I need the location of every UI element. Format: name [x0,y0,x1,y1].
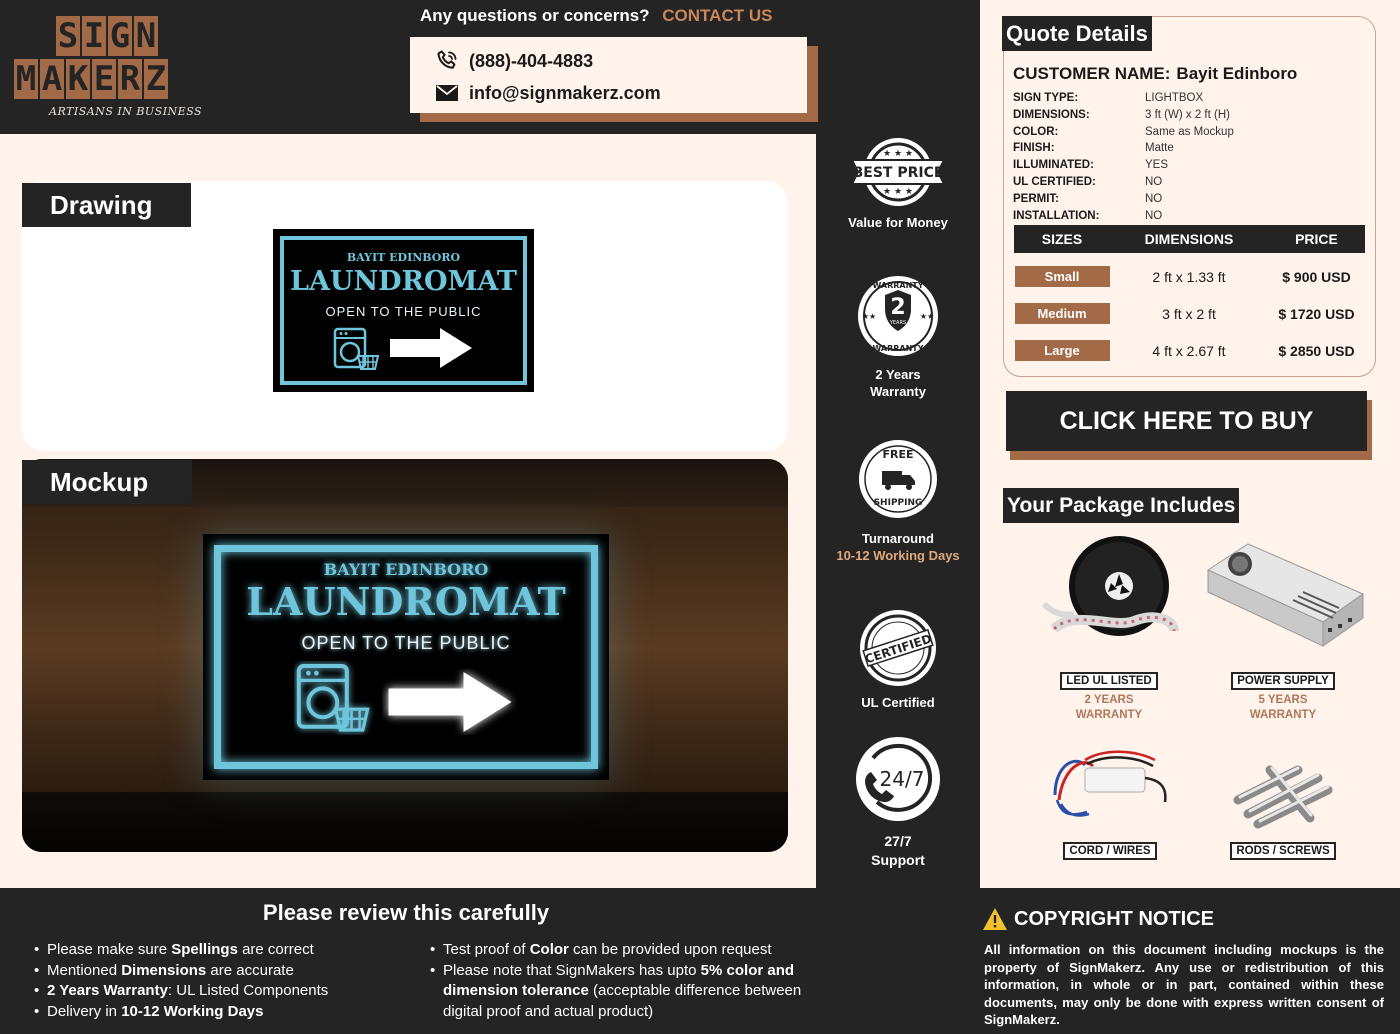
shipping-ring-bottom: SHIPPING [873,498,923,508]
sign-business-name: BAYIT EDINBORO [346,251,461,264]
certified-icon [858,608,938,688]
spec-value: NO [1145,209,1163,222]
mockup-tab: Mockup [22,460,192,504]
envelope-icon [435,81,459,105]
logo-row-sign [14,16,214,56]
copyright-text: All information on this document including mockups is the property of SignMakerz. Any use or redistribution of this information, in whole or in part, contained within these documents, may only be done with express written consent of SignMakerz. [984,942,1384,1028]
badge-label-line: Turnaround [862,531,934,546]
spec-key: COLOR: [1013,125,1059,138]
logo-letter: M [15,59,37,99]
warranty-line: WARRANTY [1075,709,1143,721]
svg-text:★★: ★★ [861,312,877,321]
logo-letter: N [135,16,157,56]
spec-key: SIGN TYPE: [1013,92,1079,104]
spec-key: DIMENSIONS: [1013,108,1090,121]
mockup-floor [22,792,788,852]
price-cell: $ 2850 USD [1278,342,1355,359]
review-title: Please review this carefully [262,900,550,925]
warranty-ring-top: WARRANTY [872,281,924,290]
sign-business-name: BAYIT EDINBORO [323,560,489,579]
logo-letter: R [119,59,141,99]
spec-value: NO [1145,175,1163,188]
rods-screws-icon [1218,740,1348,832]
badge-support [816,736,980,870]
badge-free-shipping [816,438,980,564]
best-price-icon [850,134,946,214]
certified-stamp-text: CERTIFIED [863,631,934,667]
spec-row [1013,157,1373,174]
support-24-7-icon [855,736,941,822]
support-glyph: 24/7 [879,767,925,791]
price-row[interactable] [1014,332,1365,369]
dimensions-cell: 3 ft x 2 ft [1162,305,1216,322]
phone-icon [435,49,459,73]
spec-key: PERMIT: [1013,192,1059,205]
warning-icon [982,907,1008,931]
package-item-cord [1015,740,1205,860]
sign-headline: LAUNDROMAT [246,579,566,624]
signmakerz-logo[interactable] [14,16,214,118]
price-table [1014,225,1365,369]
package-title: Your Package Includes [1003,488,1239,523]
warranty-number: 2 [890,295,906,320]
badge-label-line: Support [871,852,925,868]
dimensions-cell: 2 ft x 1.33 ft [1152,268,1226,285]
arrow-right-icon [388,326,474,370]
package-item-rods [1188,740,1378,860]
mockup-sign [203,534,609,780]
drawing-tab: Drawing [22,183,191,227]
spec-row [1013,191,1373,208]
price-cell: $ 900 USD [1282,268,1351,285]
spec-row [1013,208,1373,225]
header [0,0,980,134]
svg-text:★ ★ ★: ★ ★ ★ [883,187,913,197]
copyright-title [982,907,1214,931]
shipping-ring-top: FREE [882,448,914,461]
svg-text:★★: ★★ [919,312,935,321]
size-cell [1014,266,1110,287]
size-cell [1014,303,1110,324]
sign-headline: LAUNDROMAT [290,266,517,297]
size-chip: Small [1015,266,1110,287]
warranty-line: 5 YEARS [1258,694,1308,706]
package-item-led [1014,534,1204,723]
spec-row [1013,90,1373,107]
badge-label-line: 27/7 [884,833,912,849]
email-address: info@signmakerz.com [469,82,661,103]
warranty-ring-bottom: WARRANTY [872,344,924,353]
badge-label [816,530,980,564]
power-supply-icon [1198,540,1368,664]
cord-wires-icon [1045,740,1175,832]
size-chip: Medium [1015,303,1110,324]
size-cell [1014,340,1110,361]
customer-name-label: CUSTOMER NAME: [1013,64,1171,83]
quote-details-title: Quote Details [1002,16,1152,51]
badge-label: Value for Money [848,215,948,230]
warranty-line: WARRANTY [1249,709,1317,721]
package-item-warranty [1014,693,1204,723]
warranty-icon [853,274,943,358]
free-shipping-icon [857,438,939,520]
spec-row [1013,174,1373,191]
review-item: • Test proof of Color can be provided upon request [430,940,822,961]
review-item: • 2 Years Warranty: UL Listed Components [34,981,414,1002]
warranty-line: 2 YEARS [1084,694,1134,706]
badge-label [816,832,980,870]
badges-column [816,134,980,888]
spec-list [1013,90,1373,224]
package-item-name: LED UL LISTED [1060,672,1157,690]
spec-row [1013,140,1373,157]
copyright-title-text: COPYRIGHT NOTICE [1014,907,1215,930]
logo-row-makerz [14,59,214,99]
logo-letter: S [57,16,79,56]
price-cell: $ 1720 USD [1278,305,1355,322]
review-list-left [34,940,414,1022]
email-row[interactable] [435,77,807,109]
spec-key: FINISH: [1013,142,1055,155]
package-item-name: POWER SUPPLY [1231,672,1335,690]
phone-row[interactable] [435,45,807,77]
spec-value: YES [1145,159,1169,172]
sign-subline: OPEN TO THE PUBLIC [325,304,482,319]
spec-value: NO [1145,192,1163,205]
logo-letter: Z [145,59,167,99]
questions-text: Any questions or concerns? [420,6,650,25]
logo-letter: I [83,16,105,56]
proof-area [0,134,816,888]
drawing-sign [273,229,534,392]
column-header: SIZES [1041,231,1083,247]
sign-subline: OPEN TO THE PUBLIC [301,633,511,653]
price-table-header [1014,225,1365,253]
questions-line [420,6,772,26]
footer [0,888,1400,1034]
led-strip-icon [1034,534,1184,664]
package-item-name: RODS / SCREWS [1230,842,1335,860]
spec-key: ILLUMINATED: [1013,159,1094,172]
spec-value: LIGHTBOX [1145,92,1204,104]
badge-label: UL Certified [861,695,935,710]
customer-name-line [1013,64,1297,84]
review-item: • Please note that SignMakers has upto 5% color and dimension tolerance (acceptable difference between digital proof and actual product) [430,961,822,1023]
column-header: DIMENSIONS [1144,231,1234,247]
review-list-right [430,940,822,1022]
badge-label [816,366,980,400]
spec-row [1013,107,1373,124]
size-chip: Large [1015,340,1110,361]
spec-value: Same as Mockup [1145,125,1234,138]
badge-label-line: Warranty [870,384,926,399]
washing-machine-icon [332,326,382,372]
review-item: • Delivery in 10-12 Working Days [34,1002,414,1023]
badge-label-highlight: 10-12 Working Days [836,548,960,563]
badge-best-price [816,134,980,231]
spec-value: 3 ft (W) x 2 ft (H) [1145,108,1230,121]
customer-name-value: Bayit Edinboro [1176,64,1298,83]
package-item-name: CORD / WIRES [1063,842,1156,860]
logo-letter: A [41,59,63,99]
phone-number: (888)-404-4883 [469,50,594,71]
dimensions-cell: 4 ft x 2.67 ft [1152,342,1226,359]
badge-label-line: 2 Years [875,367,921,382]
logo-letter: E [93,59,115,99]
logo-letter: G [109,16,131,56]
price-row[interactable] [1014,295,1365,332]
badge-warranty [816,274,980,400]
review-item: • Mentioned Dimensions are accurate [34,961,414,982]
logo-letter: K [67,59,89,99]
spec-key: INSTALLATION: [1013,209,1100,222]
review-item: • Please make sure Spellings are correct [34,940,414,961]
price-row[interactable] [1014,258,1365,295]
svg-text:★ ★ ★: ★ ★ ★ [883,149,913,159]
best-price-ribbon-text: BEST PRICE [852,165,944,181]
spec-key: UL CERTIFIED: [1013,175,1096,188]
logo-tagline: ARTISANS IN BUSINESS [49,105,203,118]
washing-machine-icon [294,661,374,735]
buy-button[interactable]: CLICK HERE TO BUY [1006,391,1367,451]
package-item-power-supply [1188,540,1378,723]
spec-value: Matte [1145,142,1174,155]
package-item-warranty [1188,693,1378,723]
arrow-right-icon [382,669,518,735]
spec-row [1013,124,1373,141]
contact-box [410,37,807,113]
column-header: PRICE [1295,231,1338,247]
warranty-years: YEARS [889,320,907,326]
badge-certified [816,608,980,711]
contact-us-link[interactable]: CONTACT US [662,6,773,25]
